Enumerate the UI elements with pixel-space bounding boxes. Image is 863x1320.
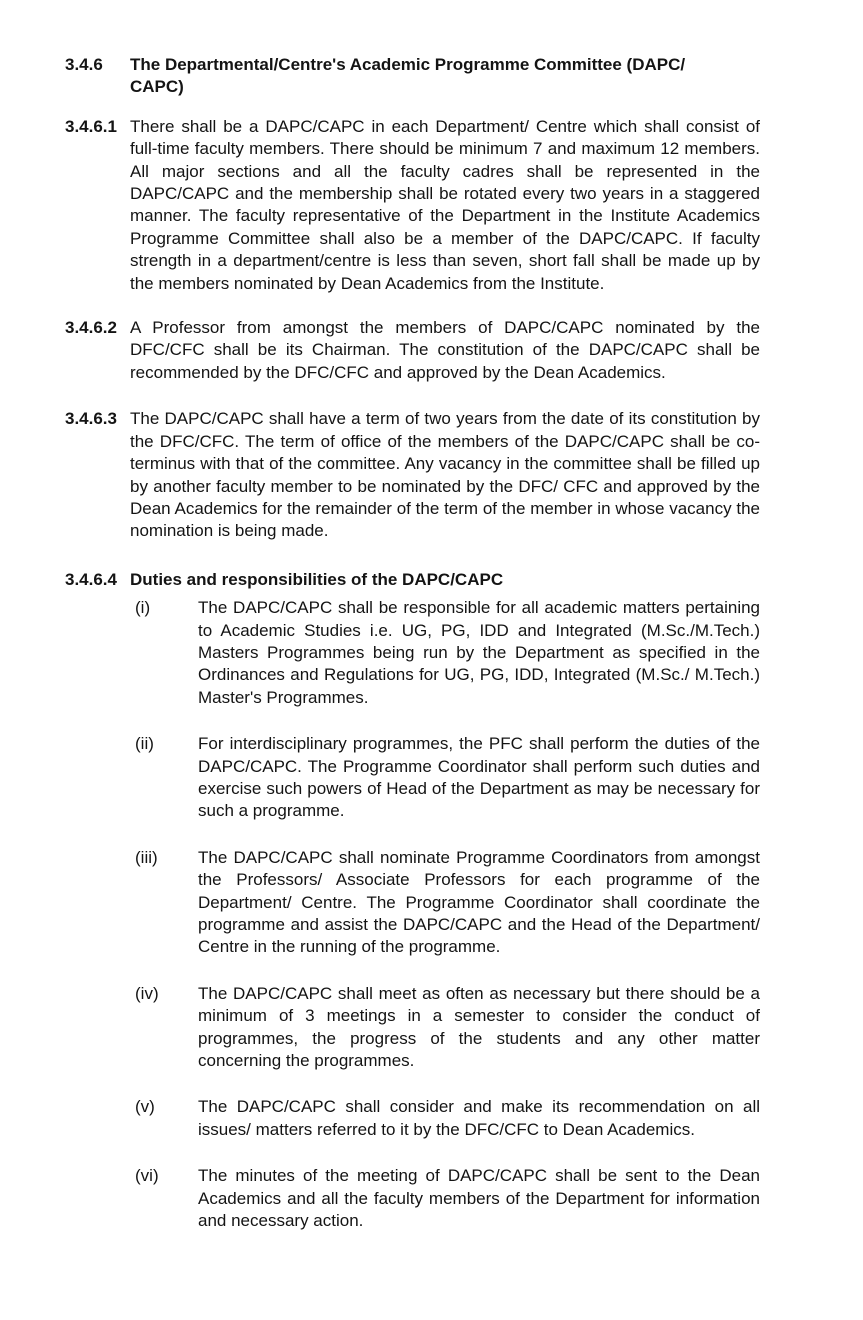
section-title <box>130 54 760 99</box>
list-item-ii <box>135 733 760 823</box>
list-item-i <box>135 597 760 709</box>
paragraph-text: The DAPC/CAPC shall have a term of two years from the date of its constitution by the DFC/CFC. The term of office of the members of the DAPC/CAPC shall be co-terminus with that of the committee. Any vacancy in the committee shall be filled up by another faculty member to be nominated by the DFC/ CFC and approved by the Dean Academics for the remainder of the term of the member in whose vacancy the nomination is being made. <box>130 409 760 541</box>
paragraph-number: 3.4.6.1 <box>65 116 117 136</box>
list-item-iii <box>135 847 760 959</box>
section-title-line-1: The Departmental/Centre's Academic Programme Committee (DAPC/ <box>130 55 686 74</box>
list-item-vi <box>135 1165 760 1232</box>
list-marker: (i) <box>135 598 151 618</box>
list-marker: (ii) <box>135 734 154 754</box>
list-item-text: The DAPC/CAPC shall meet as often as necessary but there should be a minimum of 3 meetings in a semester to consider the conduct of programmes, the progress of the students and any other matter concerning the programmes. <box>198 983 760 1071</box>
list-marker: (iv) <box>135 983 159 1003</box>
list-marker: (iii) <box>135 847 158 867</box>
list-item-v <box>135 1096 760 1141</box>
subsection-title: Duties and responsibilities of the DAPC/CAPC <box>130 569 504 589</box>
paragraph-3463 <box>65 408 760 542</box>
list-marker: (v) <box>135 1097 155 1117</box>
section-heading <box>65 54 760 99</box>
paragraph-text: A Professor from amongst the members of DAPC/CAPC nominated by the DFC/CFC shall be its Chairman. The constitution of the DAPC/CAPC shall be recommended by the DFC/CFC and approved by the Dean Academics. <box>130 318 760 382</box>
paragraph-3462 <box>65 317 760 384</box>
subsection-number: 3.4.6.4 <box>65 569 117 589</box>
list-marker: (vi) <box>135 1166 159 1186</box>
list-item-iv <box>135 983 760 1073</box>
paragraph-number: 3.4.6.2 <box>65 318 117 338</box>
paragraph-3461 <box>65 116 760 295</box>
list-item-text: The DAPC/CAPC shall be responsible for all academic matters pertaining to Academic Studies i.e. UG, PG, IDD and Integrated (M.Sc./M.Tech.) Masters Programmes being run by the Department as specified in the Ordinances and Regulations for UG, PG, IDD, Integrated (M.Sc./ M.Tech.) Master's Programmes. <box>198 598 760 707</box>
section-number: 3.4.6 <box>65 55 103 74</box>
section-title-line-2: CAPC) <box>130 77 184 97</box>
list-item-text: For interdisciplinary programmes, the PFC shall perform the duties of the DAPC/CAPC. The Programme Coordinator shall perform such duties and exercise such powers of Head of the Department as may be necessary for such a programme. <box>198 734 760 821</box>
list-item-text: The DAPC/CAPC shall nominate Programme Coordinators from amongst the Professors/ Associate Professors for each programme of the Department/ Centre. The Programme Coordinator shall coordinate the programme and assist the DAPC/CAPC and the Head of the Department/ Centre in the running of the programme. <box>198 847 760 957</box>
list-item-text: The minutes of the meeting of DAPC/CAPC shall be sent to the Dean Academics and all the faculty members of the Department for information and necessary action. <box>198 1166 760 1231</box>
list-item-text: The DAPC/CAPC shall consider and make its recommendation on all issues/ matters referred to it by the DFC/CFC to Dean Academics. <box>198 1097 760 1139</box>
subsection-heading <box>65 569 760 591</box>
paragraph-number: 3.4.6.3 <box>65 409 117 429</box>
paragraph-text: There shall be a DAPC/CAPC in each Department/ Centre which shall consist of full-time faculty members. There should be minimum 7 and maximum 12 members. All major sections and all the faculty cadres shall be represented in the DAPC/CAPC and the membership shall be rotated every two years in a staggered manner. The faculty representative of the Department in the Institute Academics Programme Committee shall also be a member of the DAPC/CAPC. If faculty strength in a department/centre is less than seven, short fall shall be made up by the members nominated by Dean Academics from the Institute. <box>130 116 760 293</box>
